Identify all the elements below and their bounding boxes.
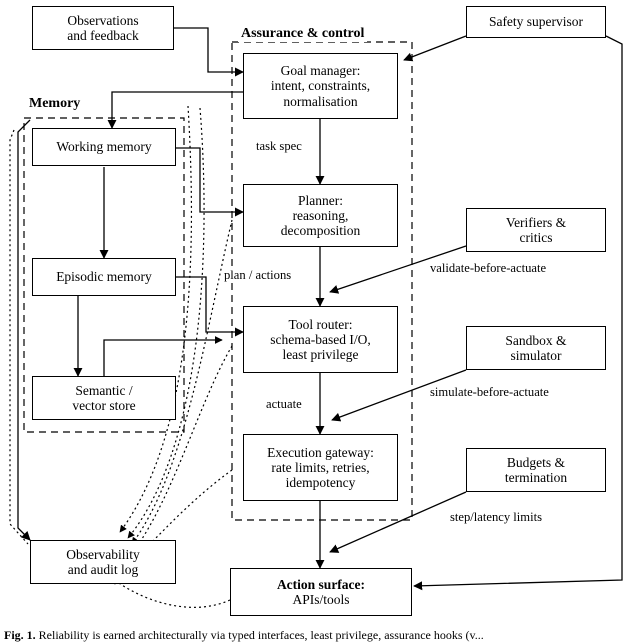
node-line: decomposition — [280, 223, 361, 239]
figure-caption-label: Fig. 1. — [4, 628, 36, 642]
node-line: Semantic / — [75, 382, 133, 398]
node-line: and feedback — [67, 28, 139, 43]
node-line: Planner: — [298, 192, 343, 208]
node-line: normalisation — [283, 93, 358, 109]
node-observability-and-audit-log[interactable] — [30, 540, 176, 584]
node-line: simulator — [510, 348, 562, 363]
node-working-memory[interactable] — [32, 128, 176, 166]
node-line: Sandbox & — [505, 332, 567, 348]
node-action-surface[interactable] — [230, 568, 412, 616]
node-line: vector store — [72, 398, 136, 413]
edge-label-simulate-before-actuate: simulate-before-actuate — [430, 385, 549, 399]
node-line: Working memory — [56, 139, 152, 155]
node-line: Episodic memory — [56, 269, 152, 285]
edge-label-task-spec: task spec — [256, 139, 302, 153]
figure-caption — [4, 628, 638, 643]
node-line: intent, constraints, — [270, 78, 371, 94]
node-line: Goal manager: — [280, 63, 361, 79]
node-line: and audit log — [67, 562, 139, 577]
node-semantic-vector-store[interactable] — [32, 376, 176, 420]
group-label-memory: Memory — [26, 96, 83, 112]
node-execution-gateway[interactable] — [243, 434, 398, 501]
node-line: Budgets & — [506, 454, 566, 470]
node-sandbox-and-simulator[interactable] — [466, 326, 606, 370]
node-tool-router[interactable] — [243, 306, 398, 373]
node-safety-supervisor[interactable] — [466, 6, 606, 38]
node-line: Action surface: — [276, 576, 366, 592]
node-line: Safety supervisor — [488, 14, 584, 30]
node-line: idempotency — [285, 475, 356, 491]
edge-label-plan-actions: plan / actions — [224, 268, 292, 282]
node-verifiers-and-critics[interactable] — [466, 208, 606, 252]
edge-label-actuate: actuate — [266, 397, 302, 411]
node-budgets-and-termination[interactable] — [466, 448, 606, 492]
node-episodic-memory[interactable] — [32, 258, 176, 296]
node-line: critics — [519, 230, 553, 245]
node-line: Tool router: — [288, 316, 353, 332]
node-line: Observations — [67, 12, 139, 28]
node-line: least privilege — [282, 347, 359, 363]
node-line: Verifiers & — [505, 214, 567, 230]
node-line: schema-based I/O, — [270, 331, 371, 347]
node-planner[interactable] — [243, 184, 398, 247]
node-observations-and-feedback[interactable] — [32, 6, 174, 50]
node-line: Observability — [66, 546, 140, 562]
node-line: reasoning, — [292, 207, 349, 223]
node-line: rate limits, retries, — [271, 459, 370, 475]
group-label-assurance-control: Assurance & control — [238, 26, 367, 42]
figure-caption-text: Reliability is earned architecturally via typed interfaces, least privilege, assurance hooks (v... — [38, 628, 484, 642]
edge-label-validate-before-actuate: validate-before-actuate — [430, 261, 547, 275]
node-line: APIs/tools — [292, 592, 350, 607]
node-goal-manager[interactable] — [243, 53, 398, 119]
edge-label-step-latency-limits: step/latency limits — [450, 510, 542, 524]
node-line: termination — [504, 470, 568, 485]
node-line: Execution gateway: — [267, 444, 374, 460]
